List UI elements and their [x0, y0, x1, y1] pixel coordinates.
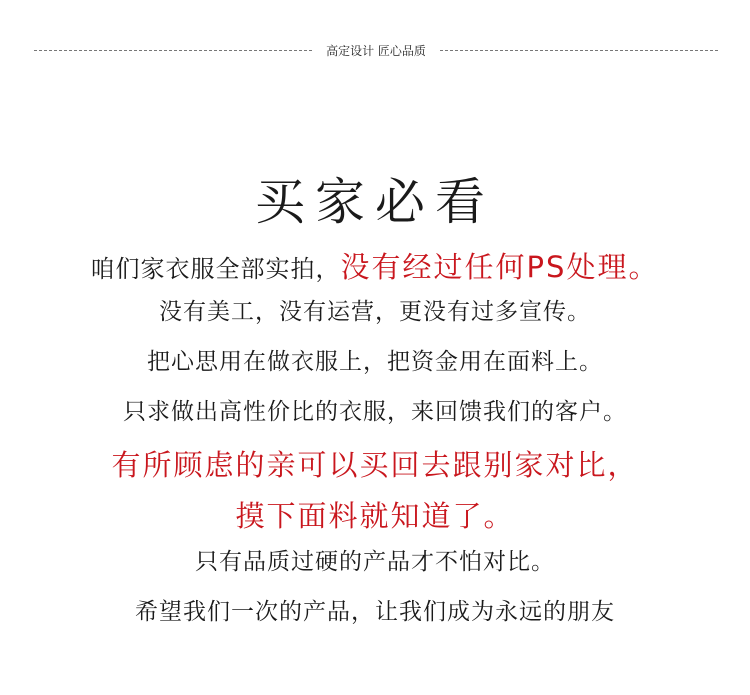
notice-line-1-text: 咱们家衣服全部实拍，: [90, 255, 341, 283]
notice-line-8: 希望我们一次的产品，让我们成为永远的朋友: [135, 599, 615, 625]
notice-line-1: [0, 245, 750, 286]
right-dashed-line: [440, 50, 718, 51]
notice-line-2: 没有美工，没有运营，更没有过多宣传。: [159, 299, 591, 325]
notice-line-6: 摸下面料就知道了。: [235, 499, 515, 533]
notice-line-1-highlight: 没有经过任何PS处理。: [340, 250, 660, 284]
notice-line-4: 只求做出高性价比的衣服，来回馈我们的客户。: [123, 399, 627, 425]
notice-line-5: 有所顾虑的亲可以买回去跟别家对比，: [111, 448, 639, 482]
page-title: 买家必看: [255, 172, 495, 231]
tagline: 高定设计 匠心品质: [326, 43, 426, 58]
notice-line-3: 把心思用在做衣服上，把资金用在面料上。: [147, 349, 603, 375]
left-dashed-line: [34, 50, 312, 51]
notice-line-7: 只有品质过硬的产品才不怕对比。: [195, 549, 555, 575]
header-divider: [34, 40, 718, 60]
